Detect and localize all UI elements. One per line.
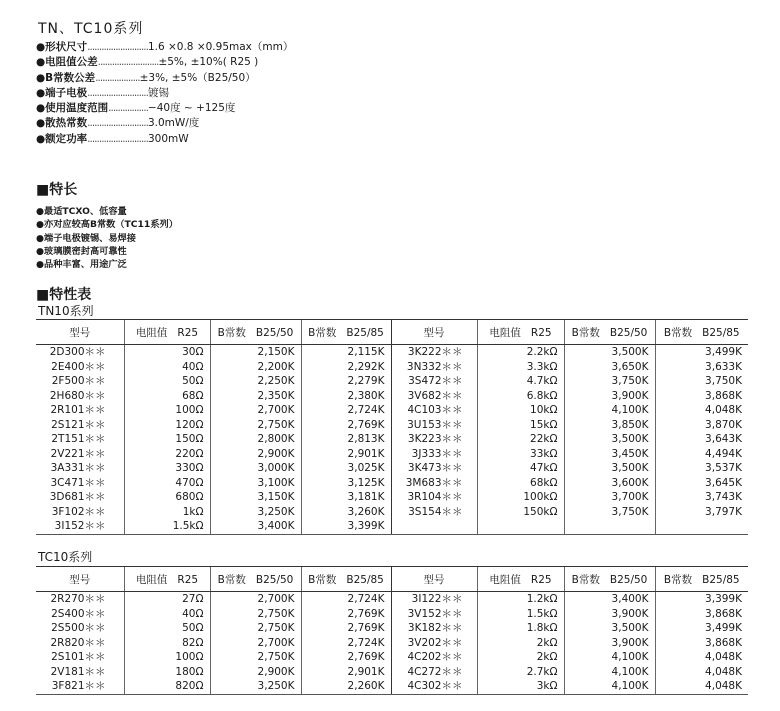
- table-cell: 3U153＊＊: [391, 418, 477, 433]
- spec-item: [36, 71, 293, 86]
- spec-item: [36, 101, 293, 116]
- header-text: B常数: [571, 573, 600, 586]
- table-cell: 3,600K: [564, 476, 655, 491]
- table-row: [36, 389, 748, 404]
- table-cell: 3,645K: [655, 476, 748, 491]
- table-cell: 180Ω: [124, 665, 210, 680]
- table-cell: 3I122＊＊: [391, 592, 477, 607]
- table-cell: 3,250K: [210, 505, 301, 520]
- table-cell: 68Ω: [124, 389, 210, 404]
- table-cell: 4,100K: [564, 650, 655, 665]
- spec-val: 300mW: [147, 132, 189, 145]
- header-text: B常数: [217, 326, 246, 339]
- spec-key: ●形状尺寸: [36, 41, 88, 53]
- table-cell: 4C272＊＊: [391, 665, 477, 680]
- header-cell: [210, 567, 301, 592]
- table-cell: 2R820＊＊: [50, 636, 106, 649]
- table-cell: 3S154＊＊: [391, 505, 477, 520]
- table-cell: 3K223＊＊: [391, 432, 477, 447]
- table-cell: 2,750K: [210, 621, 301, 636]
- table-cell: 6.8kΩ: [477, 389, 564, 404]
- table-cell: 3,750K: [655, 374, 748, 389]
- spec-val: 镀锡: [147, 86, 169, 99]
- table-row: [36, 403, 748, 418]
- spec-dots: ..........................: [87, 117, 148, 130]
- table-cell: 1.8kΩ: [477, 621, 564, 636]
- table-cell: 2,901K: [301, 447, 391, 462]
- table-cell: 3,650K: [564, 360, 655, 375]
- table-cell: 2V221＊＊: [50, 447, 106, 460]
- table-cell: 3V682＊＊: [391, 389, 477, 404]
- header-text: R25: [530, 573, 552, 586]
- table-cell: 3,100K: [210, 476, 301, 491]
- header-text: B25/85: [346, 573, 384, 586]
- table-cell: 2D300＊＊: [49, 346, 106, 359]
- table-heading: ■特性表: [36, 287, 92, 303]
- header-cell: [564, 567, 655, 592]
- table-cell: [391, 519, 477, 534]
- table-cell: 2.7kΩ: [477, 665, 564, 680]
- table-cell: 4,100K: [564, 665, 655, 680]
- table-row: [36, 461, 748, 476]
- table-row: [36, 360, 748, 375]
- table-cell: 4,048K: [655, 665, 748, 680]
- spec-key: ●电阻值公差: [36, 56, 98, 69]
- header-text: 型号: [423, 573, 445, 586]
- table-cell: 3,500K: [564, 345, 655, 360]
- table-cell: 3.3kΩ: [477, 360, 564, 375]
- spec-list: [36, 40, 293, 147]
- header-text: B25/50: [609, 326, 648, 339]
- table-cell: 3D681＊＊: [49, 491, 106, 504]
- header-cell: [124, 320, 210, 345]
- header-text: B25/85: [702, 326, 740, 339]
- spec-item: [36, 55, 293, 70]
- table-row: [36, 490, 748, 505]
- table-cell: 4,048K: [655, 650, 748, 665]
- header-text: R25: [177, 326, 199, 339]
- table-cell: 470Ω: [124, 476, 210, 491]
- table-cell: 3F821＊＊: [36, 679, 124, 694]
- spec-key: ●端子电极: [36, 86, 88, 99]
- header-cell: [301, 567, 391, 592]
- table-cell: 3,500K: [564, 432, 655, 447]
- table-cell: 330Ω: [124, 461, 210, 476]
- table-cell: 150kΩ: [477, 505, 564, 520]
- table-cell: 3,399K: [301, 519, 391, 534]
- table-row: [36, 665, 748, 680]
- table-cell: 2,292K: [301, 360, 391, 375]
- table-cell: 2E400＊＊: [51, 360, 106, 373]
- header-cell: [210, 320, 301, 345]
- table-row: [36, 447, 748, 462]
- feature-item: ●最适TCXO、低容量: [36, 206, 127, 217]
- header-text: 电阻值: [135, 573, 168, 586]
- table-cell: 4C103＊＊: [391, 403, 477, 418]
- table-cell: 3C471＊＊: [50, 476, 106, 489]
- table-cell: 3,743K: [655, 490, 748, 505]
- table-row: [36, 345, 748, 360]
- table-cell: 2,769K: [301, 607, 391, 622]
- table-cell: 3,025K: [301, 461, 391, 476]
- table-cell: 100Ω: [124, 650, 210, 665]
- table-cell: 2R101＊＊: [50, 404, 106, 417]
- table-cell: 3,537K: [655, 461, 748, 476]
- table-cell: 3,750K: [564, 374, 655, 389]
- table-cell: 2H680＊＊: [49, 389, 106, 402]
- table-row: [36, 476, 748, 491]
- table-cell: 10kΩ: [477, 403, 564, 418]
- table-cell: 3,900K: [564, 607, 655, 622]
- table-cell: 3,150K: [210, 490, 301, 505]
- page-title: TN、TC10系列: [38, 21, 144, 37]
- table-cell: 3,900K: [564, 389, 655, 404]
- tc-spec-table: [36, 566, 748, 695]
- table-cell: 3,399K: [655, 592, 748, 607]
- table-cell: 2S400＊＊: [51, 607, 106, 620]
- table-cell: 2,724K: [301, 592, 391, 607]
- table-cell: 2T151＊＊: [51, 433, 106, 446]
- table-cell: 2,724K: [301, 403, 391, 418]
- table-cell: 4,100K: [564, 679, 655, 694]
- table-cell: 3K222＊＊: [391, 345, 477, 360]
- table-cell: 4.7kΩ: [477, 374, 564, 389]
- table-cell: 1.5kΩ: [124, 519, 210, 534]
- table-cell: 100Ω: [124, 403, 210, 418]
- table-cell: 4C302＊＊: [391, 679, 477, 694]
- header-cell: [655, 567, 748, 592]
- table-cell: 3V152＊＊: [391, 607, 477, 622]
- table-cell: 2,813K: [301, 432, 391, 447]
- table-cell: 3,400K: [210, 519, 301, 534]
- table-cell: 50Ω: [124, 374, 210, 389]
- table-cell: 50Ω: [124, 621, 210, 636]
- table-cell: 3,750K: [564, 505, 655, 520]
- table-cell: 3,400K: [564, 592, 655, 607]
- header-cell: [124, 567, 210, 592]
- header-cell: [477, 567, 564, 592]
- table-cell: 3,125K: [301, 476, 391, 491]
- table-cell: 2,700K: [210, 636, 301, 651]
- table-cell: 220Ω: [124, 447, 210, 462]
- table-cell: 3M683＊＊: [391, 476, 477, 491]
- table-cell: 2,150K: [210, 345, 301, 360]
- table-cell: 2,750K: [210, 607, 301, 622]
- table-cell: 3,500K: [564, 621, 655, 636]
- table-cell: 68kΩ: [477, 476, 564, 491]
- table-cell: 4,048K: [655, 403, 748, 418]
- table-cell: 2,769K: [301, 650, 391, 665]
- header-text: B常数: [308, 573, 337, 586]
- table-cell: 2,750K: [210, 650, 301, 665]
- feature-item: ●品种丰富、用途广泛: [36, 259, 127, 271]
- table-row: [36, 592, 748, 607]
- table-cell: 2,769K: [301, 418, 391, 433]
- table-cell: 4,494K: [655, 447, 748, 462]
- table-cell: 2,700K: [210, 592, 301, 607]
- feature-item: ●亦对应较高B常数（TC11系列）: [36, 219, 178, 231]
- table-cell: 2,750K: [210, 418, 301, 433]
- header-text: B常数: [663, 326, 693, 339]
- table-cell: 2F500＊＊: [51, 375, 106, 388]
- table-cell: [477, 519, 564, 534]
- table-cell: 3I152＊＊: [36, 519, 124, 534]
- spec-val: 3.0mW/度: [147, 117, 200, 130]
- header-text: B25/85: [702, 573, 740, 586]
- header-text: B常数: [571, 326, 600, 339]
- spec-key: ●B常数公差: [36, 71, 96, 84]
- spec-dots: ..........................: [87, 132, 148, 145]
- table-cell: 3,868K: [655, 636, 748, 651]
- spec-dots: ..........................: [87, 86, 148, 99]
- feature-item: ●端子电极镀锡、易焊接: [36, 232, 136, 244]
- table-row: [36, 650, 748, 665]
- header-text: B常数: [663, 573, 693, 586]
- table-cell: 1.2kΩ: [477, 592, 564, 607]
- table-cell: 150Ω: [124, 432, 210, 447]
- table-cell: 2R270＊＊: [50, 593, 106, 606]
- header-text: 电阻值: [135, 326, 168, 339]
- header-text: B25/50: [609, 573, 648, 586]
- table-cell: 1.5kΩ: [477, 607, 564, 622]
- spec-key: ●额定功率: [36, 132, 88, 145]
- feature-item: ●玻璃膜密封高可靠性: [36, 245, 127, 257]
- table-cell: 22kΩ: [477, 432, 564, 447]
- spec-val: 1.6 ×0.8 ×0.95max（mm）: [147, 41, 294, 53]
- table-cell: 3,870K: [655, 418, 748, 433]
- table-cell: 3,500K: [564, 461, 655, 476]
- table-cell: 2,350K: [210, 389, 301, 404]
- table-cell: 3,700K: [564, 490, 655, 505]
- header-text: B25/85: [346, 326, 384, 339]
- table-row: [36, 519, 748, 534]
- table-cell: 2,900K: [210, 665, 301, 680]
- table-cell: 3,499K: [655, 621, 748, 636]
- table-row: [36, 621, 748, 636]
- table-cell: 3J333＊＊: [391, 447, 477, 462]
- spec-val: ±3%, ±5%（B25/50）: [139, 71, 256, 84]
- table-cell: 2kΩ: [477, 650, 564, 665]
- table-cell: 3,850K: [564, 418, 655, 433]
- table-cell: 40Ω: [124, 360, 210, 375]
- table-cell: 2V181＊＊: [50, 665, 106, 678]
- table-cell: 2,901K: [301, 665, 391, 680]
- header-text: B25/50: [255, 326, 294, 339]
- table-cell: 2S500＊＊: [51, 622, 106, 635]
- table-cell: 3,181K: [301, 490, 391, 505]
- header-cell: [477, 320, 564, 345]
- header-text: 电阻值: [489, 326, 521, 339]
- table-cell: 2,380K: [301, 389, 391, 404]
- spec-val: ±5%, ±10%( R25 ): [158, 56, 259, 69]
- header-text: 电阻值: [489, 573, 521, 586]
- header-text: B常数: [308, 326, 337, 339]
- header-text: 型号: [69, 326, 91, 339]
- table-cell: 2,279K: [301, 374, 391, 389]
- table-cell: 33kΩ: [477, 447, 564, 462]
- table-cell: 27Ω: [124, 592, 210, 607]
- table-cell: 1kΩ: [124, 505, 210, 520]
- table-cell: 2S101＊＊: [51, 651, 106, 664]
- table-cell: 2,260K: [301, 679, 391, 694]
- table-cell: 3F102＊＊: [51, 505, 106, 518]
- table-cell: 2,250K: [210, 374, 301, 389]
- header-text: 型号: [423, 326, 445, 339]
- table-header-row: [36, 567, 748, 592]
- table-cell: 2,115K: [301, 345, 391, 360]
- table-row: [36, 679, 748, 694]
- table-cell: 3,643K: [655, 432, 748, 447]
- table-cell: 3,260K: [301, 505, 391, 520]
- table-cell: 4C202＊＊: [391, 650, 477, 665]
- table-cell: 3A331＊＊: [50, 462, 106, 475]
- table-cell: 30Ω: [124, 345, 210, 360]
- table-cell: 82Ω: [124, 636, 210, 651]
- table-cell: 3,250K: [210, 679, 301, 694]
- table-row: [36, 636, 748, 651]
- table-row: [36, 418, 748, 433]
- table-cell: 3,000K: [210, 461, 301, 476]
- table-row: [36, 374, 748, 389]
- table-cell: 40Ω: [124, 607, 210, 622]
- table-cell: 2,700K: [210, 403, 301, 418]
- spec-val: −40度 ~ +125度: [147, 102, 236, 115]
- features-heading: ■特长: [36, 182, 78, 198]
- table-cell: 15kΩ: [477, 418, 564, 433]
- header-text: B25/50: [255, 573, 294, 586]
- table-cell: 3K473＊＊: [391, 461, 477, 476]
- table-cell: 3K182＊＊: [391, 621, 477, 636]
- table-row: [36, 432, 748, 447]
- table-cell: 3N332＊＊: [391, 360, 477, 375]
- table-cell: 47kΩ: [477, 461, 564, 476]
- table-cell: 2,900K: [210, 447, 301, 462]
- table-cell: 4,100K: [564, 403, 655, 418]
- spec-item: [36, 86, 293, 101]
- table-cell: 2.2kΩ: [477, 345, 564, 360]
- feature-list: [36, 205, 178, 271]
- header-text: R25: [530, 326, 552, 339]
- table-cell: [655, 519, 748, 534]
- tn-spec-table: [36, 319, 748, 535]
- spec-item: [36, 116, 293, 131]
- header-cell: [391, 567, 477, 592]
- table-cell: 2,800K: [210, 432, 301, 447]
- header-cell: [391, 320, 477, 345]
- table-cell: 3S472＊＊: [391, 374, 477, 389]
- header-cell: [655, 320, 748, 345]
- table-cell: 4,048K: [655, 679, 748, 694]
- table-cell: 3,797K: [655, 505, 748, 520]
- table-cell: 3,868K: [655, 607, 748, 622]
- header-cell: [564, 320, 655, 345]
- table-cell: 3V202＊＊: [391, 636, 477, 651]
- header-cell: [36, 567, 124, 592]
- spec-dots: ..........................: [87, 41, 148, 53]
- tn-series-label: TN10系列: [38, 304, 94, 318]
- spec-item: [36, 132, 293, 147]
- table-header-row: [36, 320, 748, 345]
- header-cell: [36, 320, 124, 345]
- table-row: [36, 607, 748, 622]
- table-cell: [564, 519, 655, 534]
- spec-key: ●散热常数: [36, 117, 88, 130]
- table-cell: 3,633K: [655, 360, 748, 375]
- table-cell: 3,450K: [564, 447, 655, 462]
- table-cell: 3R104＊＊: [391, 490, 477, 505]
- table-cell: 3kΩ: [477, 679, 564, 694]
- header-cell: [301, 320, 391, 345]
- header-text: 型号: [69, 573, 91, 586]
- spec-dots: .................: [108, 102, 148, 115]
- table-cell: 3,900K: [564, 636, 655, 651]
- table-cell: 2,200K: [210, 360, 301, 375]
- table-row: [36, 505, 748, 520]
- spec-item: [36, 40, 293, 55]
- table-cell: 120Ω: [124, 418, 210, 433]
- table-cell: 100kΩ: [477, 490, 564, 505]
- spec-dots: ..........................: [97, 56, 159, 69]
- header-text: R25: [177, 573, 199, 586]
- table-cell: 2S121＊＊: [51, 418, 106, 431]
- table-cell: 3,499K: [655, 345, 748, 360]
- table-cell: 2,724K: [301, 636, 391, 651]
- table-cell: 2,769K: [301, 621, 391, 636]
- table-cell: 680Ω: [124, 490, 210, 505]
- table-cell: 820Ω: [124, 679, 210, 694]
- spec-dots: ...................: [95, 71, 140, 84]
- spec-key: ●使用温度范围: [36, 102, 109, 115]
- table-cell: 2kΩ: [477, 636, 564, 651]
- table-cell: 3,868K: [655, 389, 748, 404]
- tc-series-label: TC10系列: [38, 550, 93, 564]
- header-text: B常数: [217, 573, 246, 586]
